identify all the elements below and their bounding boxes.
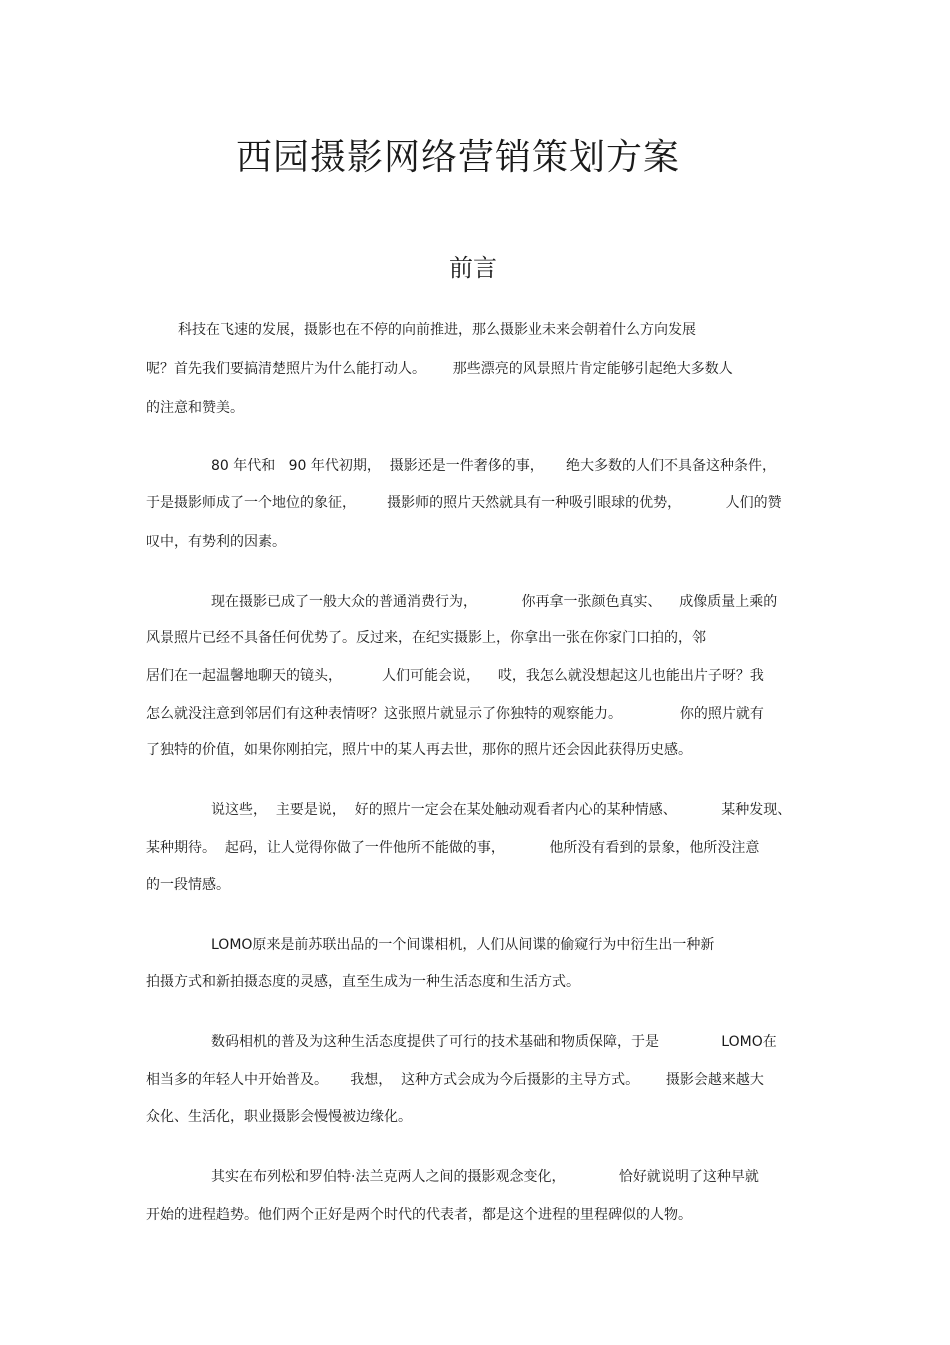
text-line: LOMO原来是前苏联出品的一个间谍相机，人们从间谍的偷窥行为中衍生出一种新 [211,937,715,953]
section-title-preface: 前言 [449,254,497,282]
text-line: 风景照片已经不具备任何优势了。反过来，在纪实摄影上，你拿出一张在你家门口拍的，邻 [146,630,706,646]
text-line: 呢？首先我们要搞清楚照片为什么能打动人。 那些漂亮的风景照片肯定能够引起绝大多数人 [146,361,733,377]
text-line: 某种期待。 起码，让人觉得你做了一件他所不能做的事， 他所没有看到的景象，他所没注意 [146,840,760,856]
text-line: 叹中，有势利的因素。 [146,534,286,550]
text-line: 了独特的价值，如果你刚拍完，照片中的某人再去世，那你的照片还会因此获得历史感。 [146,742,692,758]
document-title: 西园摄影网络营销策划方案 [235,137,680,178]
text-line: 众化、生活化，职业摄影会慢慢被边缘化。 [146,1109,412,1125]
text-line: 相当多的年轻人中开始普及。 我想， 这种方式会成为今后摄影的主导方式。 摄影会越来越大 [146,1072,764,1088]
text-line: 数码相机的普及为这种生活态度提供了可行的技术基础和物质保障，于是 LOMO在 [211,1034,777,1050]
text-line: 怎么就没注意到邻居们有这种表情呀？这张照片就显示了你独特的观察能力。 你的照片就有 [146,706,764,722]
text-line: 说这些， 主要是说， 好的照片一定会在某处触动观看者内心的某种情感、 某种发现、 [211,802,792,818]
text-line: 现在摄影已成了一般大众的普通消费行为， 你再拿一张颜色真实、 成像质量上乘的 [211,594,778,610]
text-line: 开始的进程趋势。他们两个正好是两个时代的代表者，都是这个进程的里程碑似的人物。 [146,1207,692,1223]
text-line: 科技在飞速的发展，摄影也在不停的向前推进，那么摄影业未来会朝着什么方向发展 [178,322,696,338]
text-line: 的一段情感。 [146,877,230,893]
text-line: 的注意和赞美。 [146,400,244,416]
text-line: 其实在布列松和罗伯特·法兰克两人之间的摄影观念变化， 恰好就说明了这种早就 [211,1169,759,1185]
text-line: 80 年代和 90 年代初期， 摄影还是一件奢侈的事， 绝大多数的人们不具备这种条件， [211,458,777,474]
text-line: 居们在一起温馨地聊天的镜头， 人们可能会说， 哎，我怎么就没想起这儿也能出片子呀？我 [146,668,764,684]
text-line: 拍摄方式和新拍摄态度的灵感，直至生成为一种生活态度和生活方式。 [146,974,580,990]
text-line: 于是摄影师成了一个地位的象征， 摄影师的照片天然就具有一种吸引眼球的优势， 人们的赞 [146,495,782,511]
